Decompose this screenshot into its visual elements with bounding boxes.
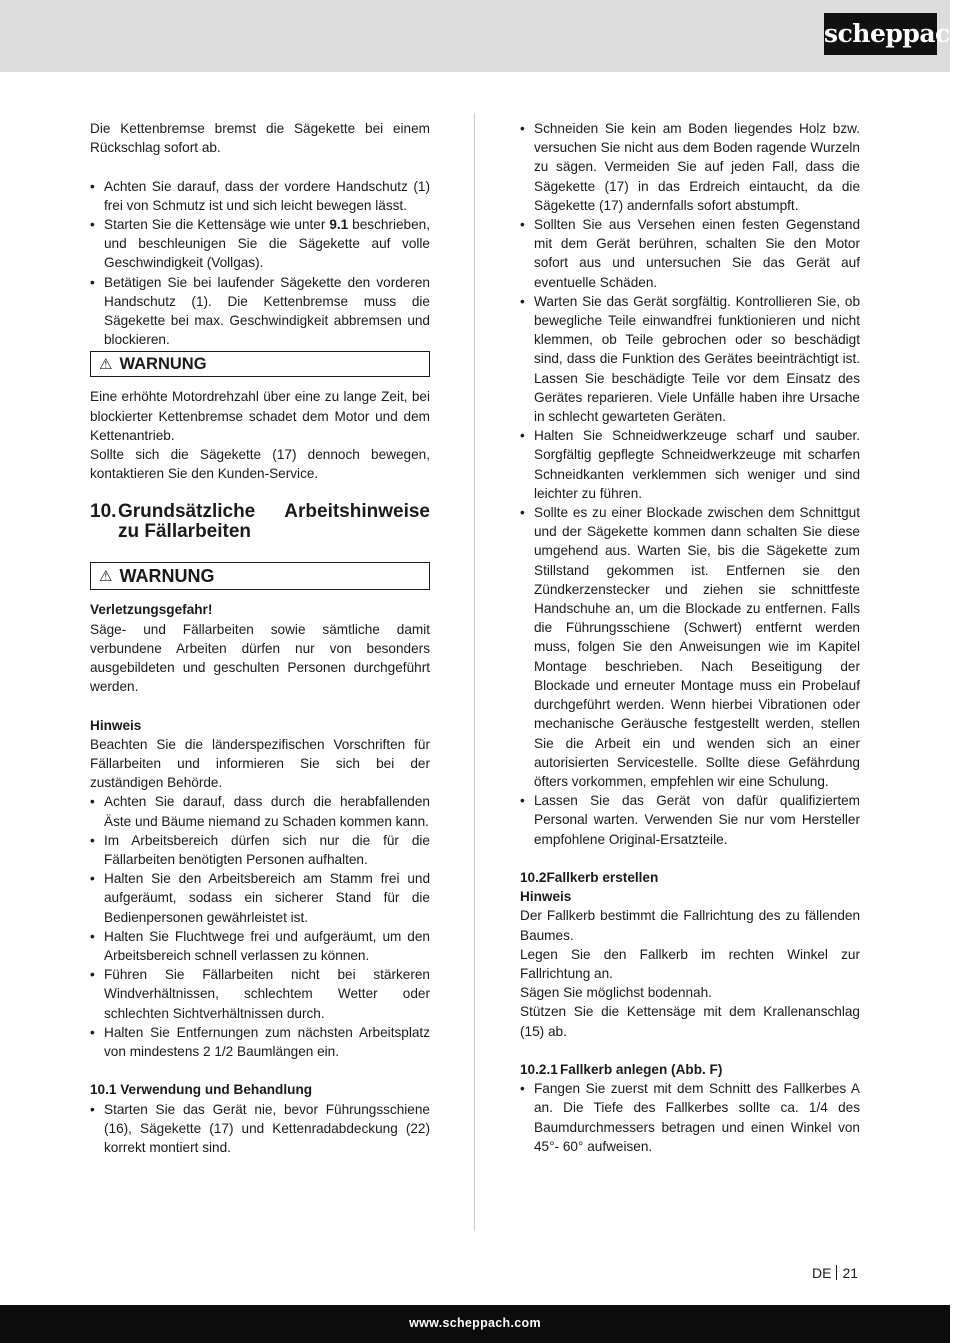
list-item: • Fangen Sie zuerst mit dem Schnitt des Fallkerbes A an. Die Tiefe des Fallkerbes sollte ca. 1/4 des Baumdurchmessers betragen und einen Winkel von 45°- 60° aufweisen. [520,1079,860,1156]
note-text: Sägen Sie möglichst bodennah. [520,985,712,1001]
bullet-list [90,1100,430,1158]
footer-url[interactable]: www.scheppach.com [409,1316,541,1330]
injury-text: Säge- und Fällarbeiten sowie sämtliche damit verbundene Arbeiten dürfen nur von besonders ausgebildeten und geschulten Personen durchgeführt werden. [90,621,430,695]
subsection-heading: 10.1 Verwendung und Behandlung [90,1082,313,1098]
note-heading: Hinweis [90,717,142,733]
list-item: • Halten Sie Schneidwerkzeuge scharf und sauber. Sorgfältig gepflegte Schneidwerkzeuge mit scharfen Schneidkanten verklemmen sich weniger und sind leichter zu führen. [520,426,860,503]
list-item: • Betätigen Sie bei laufender Sägekette den vorderen Handschutz (1). Die Kettenbremse muss die Sägekette bei max. Geschwindigkeit abbremsen und blockieren. [90,273,430,350]
list-item: • Achten Sie darauf, dass der vordere Handschutz (1) frei von Schmutz ist und sich leicht bewegen lässt. [90,177,430,215]
warning-label: WARNUNG [119,565,215,586]
list-item: • Warten Sie das Gerät sorgfältig. Kontrollieren Sie, ob bewegliche Teile einwandfrei funktionieren und nicht klemmen, ob Teile gebrochen oder so beschädigt sind, dass die Funktion des Gerätes beeinträchtigt ist. Lassen Sie beschädigte Teile vor dem Einsatz des Gerätes reparieren. Viele Unfälle haben ihre Ursache in schlecht gewarteten Geräten. [520,292,860,426]
header-band [0,0,950,72]
list-item: • Halten Sie Fluchtwege frei und aufgeräumt, um den Arbeitsbereich schnell verlassen zu können. [90,927,430,965]
note-text: Legen Sie den Fallkerb im rechten Winkel zur Fallrichtung an. [520,946,860,981]
section-heading: 10. Grundsätzliche Arbeitshinweise zu Fällarbeiten [90,501,430,543]
footer-bar [0,1305,950,1343]
bullet-list [90,177,430,350]
note-text: Beachten Sie die länderspezifischen Vorschriften für Fällarbeiten und informieren Sie sich bei der zuständigen Behörde. [90,736,430,791]
intro-paragraph: Die Kettenbremse bremst die Sägekette bei einem Rückschlag sofort ab. [90,121,430,156]
warning-triangle-icon: ⚠ [99,567,113,585]
list-item: • Halten Sie den Arbeitsbereich am Stamm frei und aufgeräumt, sodass ein sicherer Stand für die Bedienpersonen gewährleistet ist. [90,869,430,927]
list-item: • Schneiden Sie kein am Boden liegendes Holz bzw. versuchen Sie nicht aus dem Boden ragende Wurzeln zu sägen. Vermeiden Sie auf jeden Fall, dass die Sägekette (17) in das Erdreich eintaucht, da die Sägekette (17) andernfalls sofort abstumpft. [520,119,860,215]
list-item: • Sollte es zu einer Blockade zwischen dem Schnittgut und der Sägekette kommen dann schalten Sie diese umgehend aus. Warten Sie, bis die Sägekette zum Stillstand gekommen ist. Entfernen sie den Zündkerzenstecker und ziehen sie schnittfeste Handschuhe an, um die Blockade zu entfernen. Falls die Führungsschiene (Schwert) entfernt werden muss, folgen Sie den Anweisungen wie im Kapitel Montage beschrieben. Nach Beseitigung der Blockade und erneuter Montage muss ein Probelauf durchgeführt werden. Wenn hierbei Vibrationen oder mechanische Geräusche festgestellt werden, stellen Sie die Arbeit ein und wenden sich an einer autorisierten Servicestelle. Sollte diese Gefährdung öfters vorkommen, empfehlen wir eine Schulung. [520,503,860,791]
warning-label: WARNUNG [119,354,207,373]
note-text: Stützen Sie die Kettensäge mit dem Krallenanschlag (15) ab. [520,1004,860,1039]
bullet-list [520,1079,860,1156]
list-item: • Führen Sie Fällarbeiten nicht bei stärkeren Windverhältnissen, schlechtem Wetter oder schlechten Sichtverhältnissen durch. [90,965,430,1023]
warning-box [90,562,430,590]
list-item: • Starten Sie die Kettensäge wie unter 9.1 beschrieben, und beschleunigen Sie die Sägekette auf volle Geschwindigkeit (Vollgas). [90,215,430,273]
list-item: • Lassen Sie das Gerät von dafür qualifiziertem Personal warten. Verwenden Sie nur vom Hersteller empfohlene Original-Ersatzteile. [520,791,860,849]
left-column [90,119,430,1157]
list-item: • Im Arbeitsbereich dürfen sich nur die für die Fällarbeiten benötigten Personen aufhalten. [90,831,430,869]
warning-text: Eine erhöhte Motordrehzahl über eine zu lange Zeit, bei blockierter Kettenbremse schadet dem Motor und dem Kettenantrieb. [90,389,430,443]
brand-logo: scheppach [824,13,937,55]
subsection-heading: 10.2 Fallkerb erstellen [520,869,659,885]
warning-triangle-icon: ⚠ [99,355,113,373]
warning-box [90,351,430,377]
list-item: • Starten Sie das Gerät nie, bevor Führungsschiene (16), Sägekette (17) und Kettenradabdeckung (22) korrekt montiert sind. [90,1100,430,1158]
page-number: DE 21 [812,1265,859,1281]
bullet-list [90,792,430,1061]
right-column [520,119,860,1156]
subsection-heading: 10.2.1 Fallkerb anlegen (Abb. F) [520,1061,723,1077]
note-heading: Hinweis [520,889,572,905]
bullet-list [520,119,860,849]
warning-text: Sollte sich die Sägekette (17) dennoch bewegen, kontaktieren Sie den Kunden-Service. [90,447,430,482]
list-item: • Achten Sie darauf, dass durch die herabfallenden Äste und Bäume niemand zu Schaden kommen kann. [90,792,430,830]
list-item: • Sollten Sie aus Versehen einen festen Gegenstand mit dem Gerät berühren, schalten Sie den Motor sofort aus und untersuchen Sie das Gerät auf eventuelle Schäden. [520,215,860,292]
list-item: • Halten Sie Entfernungen zum nächsten Arbeitsplatz von mindestens 2 1/2 Baumlängen ein. [90,1023,430,1061]
section-number: 10. [90,501,117,523]
injury-heading: Verletzungsgefahr! [90,602,213,618]
note-text: Der Fallkerb bestimmt die Fallrichtung des zu fällenden Baumes. [520,908,860,943]
column-divider [474,113,475,1231]
